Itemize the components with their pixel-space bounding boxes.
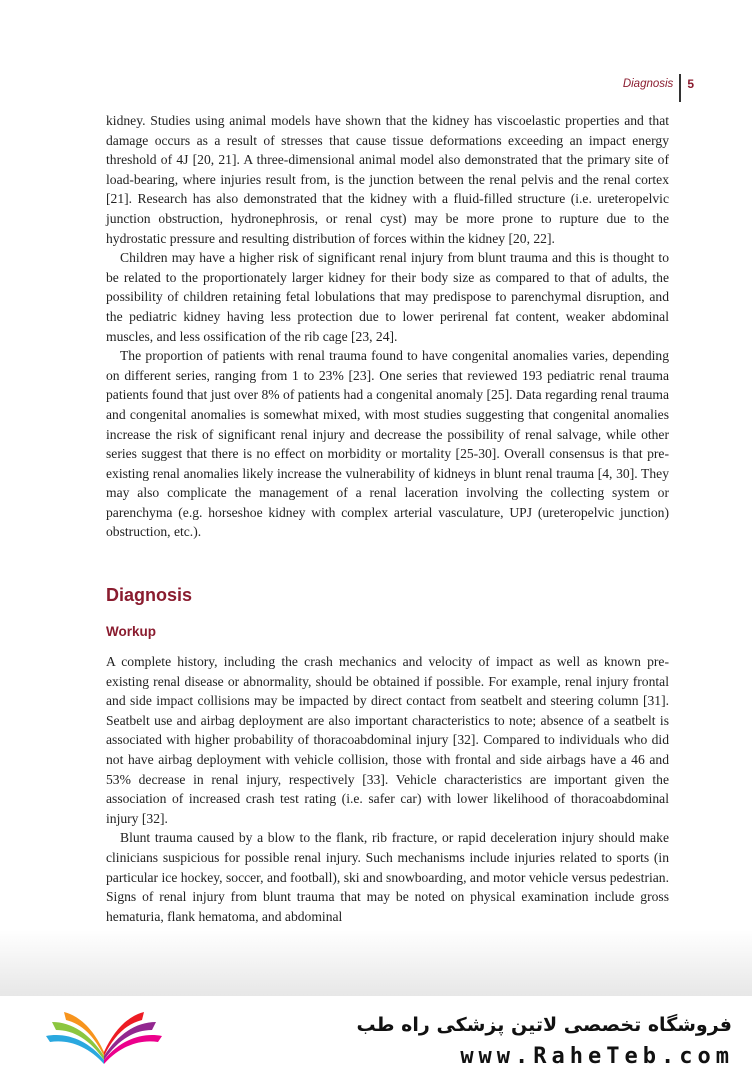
paragraph: The proportion of patients with renal trauma found to have congenital anomalies varies, depending on different series, ranging from 1 to 23% [23]. One series that reviewed 193 pediatric renal trauma patients found that just over 8% of patients had a congenital anomaly [25]. Data regarding renal trauma and congenital anomalies is somewhat mixed, with most studies suggesting that congenital anomalies increase the risk of significant renal injury and decrease the possibility of renal salvage, while other series suggest that there is no effect on morbidity or mortality [25-30]. Overall consensus is that pre-existing renal anomalies likely increase the vulnerability of kidneys in blunt renal trauma [4, 30]. They may also complicate the management of a renal laceration involving the collecting system or parenchyma (e.g. horseshoe kidney with complex arterial vasculature, UPJ (ureteropelvic junction) obstruction, etc.). — [106, 348, 669, 540]
bottom-fade — [0, 930, 752, 1000]
shop-url: www.RaheTeb.com — [460, 1044, 734, 1069]
paragraph: A complete history, including the crash mechanics and velocity of impact as well as known pre-existing renal disease or abnormality, should be obtained if possible. For example, renal injury frontal and side impact collisions may be impacted by direct contact from seatbelt and steering column [31]. Seatbelt use and airbag deployment are also important characteristics to note; absence of a seatbelt is associated with higher probability of thoracoabdominal injury [32]. Compared to individuals who did not have airbag deployment with vehicle collision, those with frontal and side airbags have a 46 and 53% decrease in renal injury, respectively [33]. Vehicle characteristics are important given the association of increased crash test rating (i.e. safer car) with lower likelihood of thoracoabdominal injury [32]. — [106, 654, 669, 826]
paragraph: Children may have a higher risk of significant renal injury from blunt trauma and this is thought to be related to the proportionately larger kidney for their body size as compared to that of adults, the possibility of children retaining fetal lobulations that may predispose to parenchymal disruption, and the pediatric kidney having less protection due to lower perirenal fat content, weaker abdominal muscles, and less ossification of the rib cage [23, 24]. — [106, 250, 669, 344]
section-heading: Diagnosis — [106, 585, 193, 606]
paragraph: kidney. Studies using animal models have shown that the kidney has viscoelastic properties and that damage occurs as a result of stresses that cause tissue deformations exceeding an impact energy threshold of 4J [20, 21]. A three-dimensional animal model also demonstrated that the primary site of load-bearing, where injuries result from, is the junction between the renal pelvis and the renal cortex [21]. Research has also demonstrated that the kidney with a fluid-filled structure (i.e. ureteropelvic junction obstruction, hydronephrosis, or renal cyst) may be more prone to rupture due to the hydrostatic pressure and resulting distribution of forces within the kidney [20, 22]. — [106, 113, 669, 246]
paragraph: Blunt trauma caused by a blow to the flank, rib fracture, or rapid deceleration injury should make clinicians suspicious for possible renal injury. Such mechanisms include injuries related to sports (in particular ice hockey, soccer, and football), ski and snowboarding, and motor vehicle versus pedestrian. Signs of renal injury from blunt trauma that may be noted on physical examination include gross hematuria, flank hematoma, and abdominal — [106, 830, 669, 924]
header-divider — [679, 74, 681, 102]
watermark-banner — [0, 996, 752, 1079]
shop-name: فروشگاه تخصصی لاتین پزشکی راه طب — [356, 1014, 732, 1036]
body-text — [106, 111, 669, 926]
open-book-logo-icon — [40, 1010, 168, 1068]
page-number: 5 — [687, 77, 694, 91]
running-header-section: Diagnosis — [622, 78, 674, 90]
subsection-heading: Workup — [106, 624, 156, 640]
running-header — [623, 74, 694, 104]
